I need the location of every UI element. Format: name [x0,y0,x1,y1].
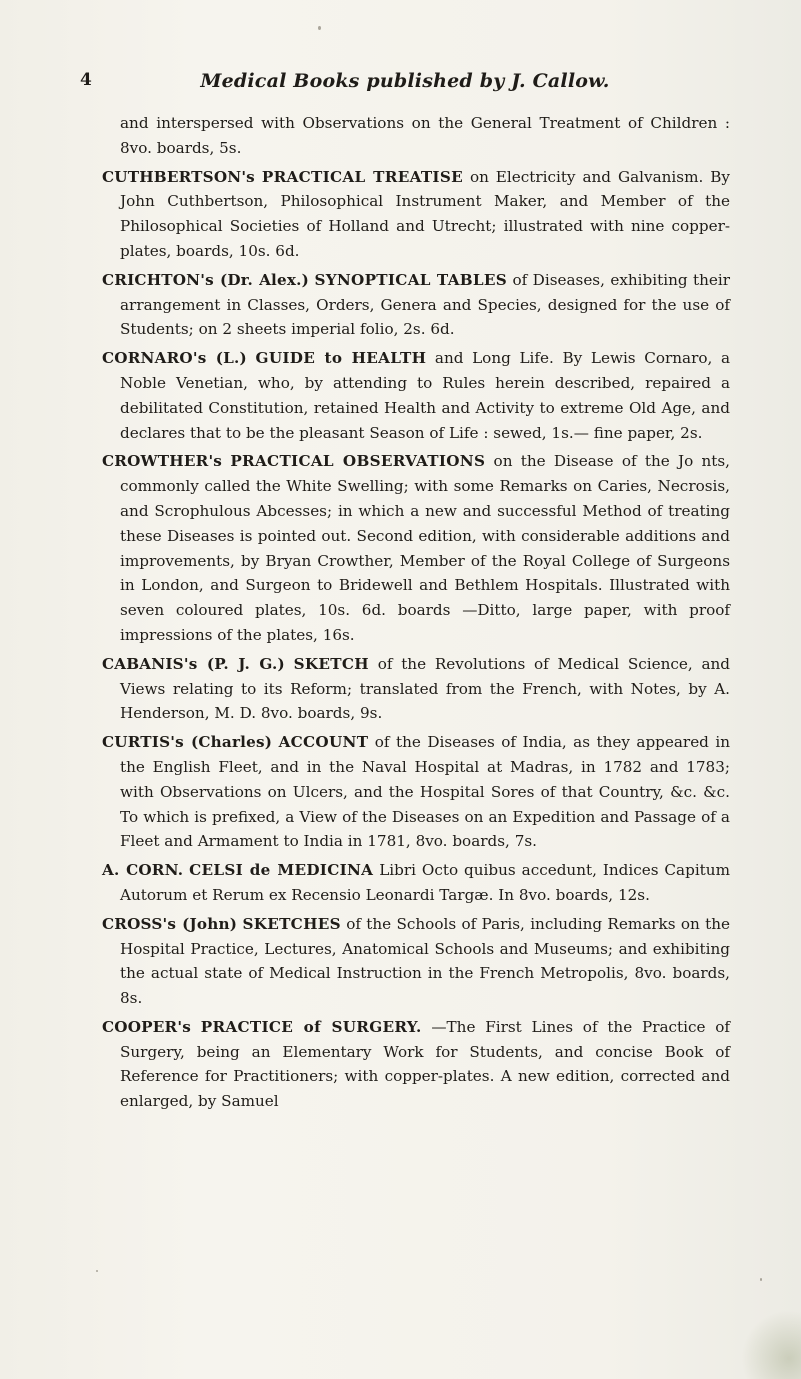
page-number: 4 [80,70,92,90]
entry-text: and interspersed with Observations on the General Treatment of Children : 8vo. boards, 5s. [120,114,730,157]
entry-text: of Diseases, exhibiting their arrangement in Classes, Orders, Genera and Species, designed for the use of Students; on 2 sheets imperial folio, 2s. 6d. [120,270,730,339]
entry-author: A. CORN. [102,861,184,880]
entry-text: on the Disease of the Jo nts, commonly called the White Swelling; with some Remarks on Caries, Necrosis, and Scrophulous Abcesses; in which a new and successful Method of treating these Diseases is pointed out. Second edition, with considerable additions and improvements, by Bryan Crowther, Member of the Royal College of Surgeons in London, and Surgeon to Bridewell and Bethlem Hospitals. Illustrated with seven coloured plates, 10s. 6d. boards —Ditto, large paper, with proof impressions of the plates, 16s. [120,452,731,644]
entry-title: SKETCH [293,654,369,673]
catalogue-entry [102,858,730,908]
entry-author: CABANIS's (P. J. G.) [102,654,285,673]
entry-author: CROSS's (John) [102,914,238,933]
catalogue-entry [102,165,730,264]
scan-smudge [741,1310,801,1379]
entry-author: COOPER's [102,1017,191,1036]
catalogue-entry [102,346,730,445]
entry-text: of the Schools of Paris, including Remarks on the Hospital Practice, Lectures, Anatomical Schools and Museums; and exhibiting the actual state of Medical Instruction in the French Metropolis, 8vo. boards, 8s. [120,914,730,1008]
paper-speck [760,1278,762,1281]
entry-text: and Long Life. By Lewis Cornaro, a Noble Venetian, who, by attending to Rules herein described, repaired a debilitated Constitution, retained Health and Activity to extreme Old Age, and declares that to be the pleasant Season of Life : sewed, 1s.— fine paper, 2s. [120,349,731,442]
catalogue-entry [120,111,730,161]
entry-author: CORNARO's (L.) [102,349,247,368]
page-header [80,70,730,98]
entry-title: PRACTICAL TREATISE [261,167,463,186]
entry-author: CUTHBERTSON's [102,167,255,186]
entry-title: SYNOPTICAL TABLES [314,270,508,289]
entry-title: SKETCHES [242,914,341,933]
catalogue-entry [102,268,730,342]
entry-title: CELSI de MEDICINA [189,861,374,880]
catalogue-entry [102,912,730,1011]
entry-author: CURTIS's (Charles) [102,733,273,752]
catalogue-entry [102,652,730,726]
entry-text: on Electricity and Galvanism. By John Cuthbertson, Philosophical Instrument Maker, and Member of the Philosophical Societies of Holland and Utrecht; illustrated with nine copper-plates, boards, 10s. 6d. [120,167,730,260]
catalogue-entry [102,1015,730,1114]
paper-speck [318,26,321,30]
entry-author: CROWTHER's [102,452,223,471]
catalogue-entry [102,449,730,647]
entry-text: Libri Octo quibus accedunt, Indices Capitum Autorum et Rerum ex Recensio Leonardi Targæ. In 8vo. boards, 12s. [120,861,730,904]
entry-title: ACCOUNT [278,733,369,752]
entry-title: PRACTICE of SURGERY. [200,1017,422,1036]
entry-title: GUIDE to HEALTH [255,349,427,368]
entry-text: —The First Lines of the Practice of Surgery, being an Elementary Work for Students, and concise Book of Reference for Practitioners; with copper-plates. A new edition, corrected and enlarged, by Samuel [120,1017,731,1111]
catalogue-entry [102,730,730,854]
entry-text: of the Diseases of India, as they appeared in the English Fleet, and in the Naval Hospital at Madras, in 1782 and 1783; with Observations on Ulcers, and the Hospital Sores of that Country, &c. &c. To which is prefixed, a View of the Diseases on an Expedition and Passage of a Fleet and Armament to India in 1781, 8vo. boards, 7s. [120,733,730,851]
catalogue-list [102,111,730,1118]
entry-author: CRICHTON's (Dr. Alex.) [102,270,310,289]
entry-title: PRACTICAL OBSERVATIONS [230,452,486,471]
entry-text: of the Revolutions of Medical Science, and Views relating to its Reform; translated from the French, with Notes, by A. Henderson, M. D. 8vo. boards, 9s. [120,654,731,723]
running-title: Medical Books published by J. Callow. [200,70,610,92]
paper-speck [96,1270,98,1272]
